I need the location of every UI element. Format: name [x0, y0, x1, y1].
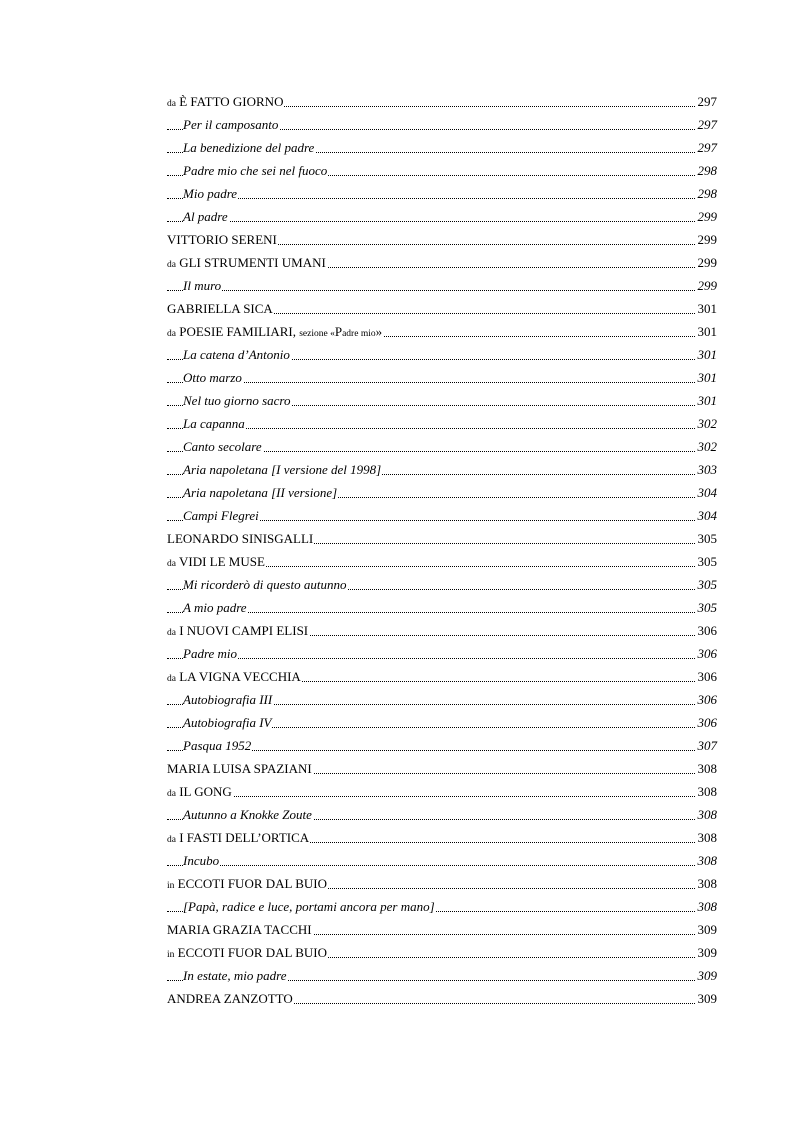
entry-title: I NUOVI CAMPI ELISI [179, 623, 309, 638]
toc-entry [167, 898, 717, 921]
dot-leader [167, 654, 697, 659]
page-number: 299 [697, 278, 717, 293]
toc-entry [167, 116, 717, 139]
poem-title: Canto secolare [183, 439, 262, 454]
page-number: 298 [697, 163, 717, 178]
entry-prefix: da [167, 835, 176, 845]
poem-title: Aria napoletana [I versione del 1998] [183, 462, 382, 477]
poem-title: Autunno a Knokke Zoute [183, 807, 312, 822]
toc-entry [167, 231, 717, 254]
poem-title: Per il camposanto [183, 117, 279, 132]
page-number: 305 [697, 577, 717, 592]
section-label: sezione « [299, 329, 335, 339]
poem-title: Nel tuo giorno sacro [183, 393, 291, 408]
toc-entry [167, 162, 717, 185]
toc-entry [167, 507, 717, 530]
toc-entry [167, 484, 717, 507]
entry-title: ECCOTI FUOR DAL BUIO [177, 945, 328, 960]
poem-title: Il muro [183, 278, 222, 293]
entry-prefix: da [167, 674, 176, 684]
page-number: 306 [697, 692, 717, 707]
page-number: 304 [697, 485, 717, 500]
toc-entry [167, 369, 717, 392]
toc-entry [167, 392, 717, 415]
toc-entry [167, 185, 717, 208]
section-name: adre mio [342, 329, 376, 339]
entry-title: I FASTI DELL’ORTICA [179, 830, 310, 845]
toc-entry [167, 461, 717, 484]
entry-title: IL GONG [179, 784, 232, 799]
poem-title: Otto marzo [183, 370, 242, 385]
toc-entry [167, 300, 717, 323]
collection-title [167, 323, 383, 343]
toc-entry [167, 576, 717, 599]
poem-title: Mio padre [183, 186, 238, 201]
page-number: 297 [697, 117, 717, 132]
poem-title: A mio padre [183, 600, 247, 615]
toc-entry [167, 829, 717, 852]
page-number: 306 [697, 715, 717, 730]
entry-prefix: in [167, 950, 175, 960]
poem-title: Campi Flegrei [183, 508, 259, 523]
page-number: 298 [697, 186, 717, 201]
entry-title: È FATTO GIORNO [179, 94, 284, 109]
section-cap: P [334, 324, 343, 339]
toc-entry [167, 415, 717, 438]
toc-entry [167, 852, 717, 875]
toc-entry [167, 438, 717, 461]
toc-entry [167, 622, 717, 645]
dot-leader [167, 861, 697, 866]
toc-entry [167, 599, 717, 622]
page-number: 305 [697, 600, 717, 615]
author-name: LEONARDO SINISGALLI [167, 531, 314, 546]
collection-title [167, 783, 233, 803]
collection-title [167, 254, 327, 274]
entry-prefix: da [167, 99, 176, 109]
page-number: 301 [697, 393, 717, 408]
poem-title: La benedizione del padre [183, 140, 315, 155]
toc-entry [167, 737, 717, 760]
page-number: 308 [697, 853, 717, 868]
author-name: VITTORIO SERENI [167, 232, 277, 247]
toc-entry [167, 346, 717, 369]
toc-entry [167, 714, 717, 737]
author-name: GABRIELLA SICA [167, 301, 273, 316]
dot-leader [167, 424, 697, 429]
entry-prefix: da [167, 789, 176, 799]
poem-title: Pasqua 1952 [183, 738, 252, 753]
page-number: 308 [697, 784, 717, 799]
dot-leader [167, 378, 697, 383]
entry-title: GLI STRUMENTI UMANI [179, 255, 326, 270]
entry-prefix: da [167, 559, 176, 569]
poem-title: Incubo [183, 853, 220, 868]
toc-entry [167, 990, 717, 1013]
poem-title: Padre mio [183, 646, 238, 661]
page-number: 297 [697, 94, 717, 109]
toc-entry [167, 944, 717, 967]
author-name: ANDREA ZANZOTTO [167, 991, 293, 1006]
collection-title [167, 668, 302, 688]
collection-title [167, 553, 266, 573]
toc-entry [167, 921, 717, 944]
page-number: 306 [697, 623, 717, 638]
poem-title: In estate, mio padre [183, 968, 287, 983]
collection-title [167, 93, 284, 113]
table-of-contents [167, 93, 717, 1013]
section-end: » [375, 324, 383, 339]
toc-entry [167, 668, 717, 691]
page-number: 307 [697, 738, 717, 753]
toc-entry [167, 875, 717, 898]
toc-entry [167, 254, 717, 277]
toc-entry [167, 208, 717, 231]
page-number: 309 [697, 922, 717, 937]
page-number: 308 [697, 876, 717, 891]
page-number: 299 [697, 255, 717, 270]
entry-prefix: da [167, 329, 176, 339]
page-number: 302 [697, 439, 717, 454]
poem-title: Padre mio che sei nel fuoco [183, 163, 328, 178]
toc-entry [167, 93, 717, 116]
entry-title: POESIE FAMILIARI, [179, 324, 296, 339]
page-number: 309 [697, 945, 717, 960]
entry-title: LA VIGNA VECCHIA [179, 669, 301, 684]
page-number: 299 [697, 209, 717, 224]
page-number: 301 [697, 370, 717, 385]
page-number: 299 [697, 232, 717, 247]
page-number: 305 [697, 554, 717, 569]
entry-prefix: in [167, 881, 175, 891]
collection-title [167, 875, 328, 895]
entry-prefix: da [167, 260, 176, 270]
page-number: 309 [697, 968, 717, 983]
toc-entry [167, 645, 717, 668]
entry-title: ECCOTI FUOR DAL BUIO [177, 876, 328, 891]
poem-title: Autobiografia IV [183, 715, 272, 730]
dot-leader [167, 217, 697, 222]
collection-title [167, 829, 310, 849]
page-number: 297 [697, 140, 717, 155]
toc-entry [167, 277, 717, 300]
collection-title [167, 622, 309, 642]
dot-leader [167, 792, 697, 797]
poem-title: La capanna [183, 416, 245, 431]
author-name: MARIA GRAZIA TACCHI [167, 922, 312, 937]
page-number: 306 [697, 669, 717, 684]
poem-title: La catena d’Antonio [183, 347, 290, 362]
toc-entry [167, 783, 717, 806]
page-number: 308 [697, 761, 717, 776]
page-number: 308 [697, 899, 717, 914]
page-number: 301 [697, 301, 717, 316]
toc-entry [167, 760, 717, 783]
toc-entry [167, 967, 717, 990]
toc-entry [167, 806, 717, 829]
page-number: 306 [697, 646, 717, 661]
toc-entry [167, 691, 717, 714]
page-number: 309 [697, 991, 717, 1006]
poem-title: Mi ricorderò di questo autunno [183, 577, 347, 592]
entry-prefix: da [167, 628, 176, 638]
page-number: 304 [697, 508, 717, 523]
poem-title: Al padre [183, 209, 228, 224]
toc-entry [167, 530, 717, 553]
poem-title: [Papà, radice e luce, portami ancora per mano] [183, 899, 435, 914]
toc-entry [167, 139, 717, 162]
poem-title: Aria napoletana [II versione] [183, 485, 338, 500]
page-number: 303 [697, 462, 717, 477]
page-number: 308 [697, 807, 717, 822]
page-number: 305 [697, 531, 717, 546]
dot-leader [167, 194, 697, 199]
dot-leader [167, 286, 697, 291]
poem-title: Autobiografia III [183, 692, 273, 707]
toc-entry [167, 553, 717, 576]
page-number: 301 [697, 347, 717, 362]
entry-title: VIDI LE MUSE [178, 554, 265, 569]
page-number: 302 [697, 416, 717, 431]
collection-title [167, 944, 328, 964]
page-number: 301 [697, 324, 717, 339]
author-name: MARIA LUISA SPAZIANI [167, 761, 312, 776]
toc-entry [167, 323, 717, 346]
page-number: 308 [697, 830, 717, 845]
